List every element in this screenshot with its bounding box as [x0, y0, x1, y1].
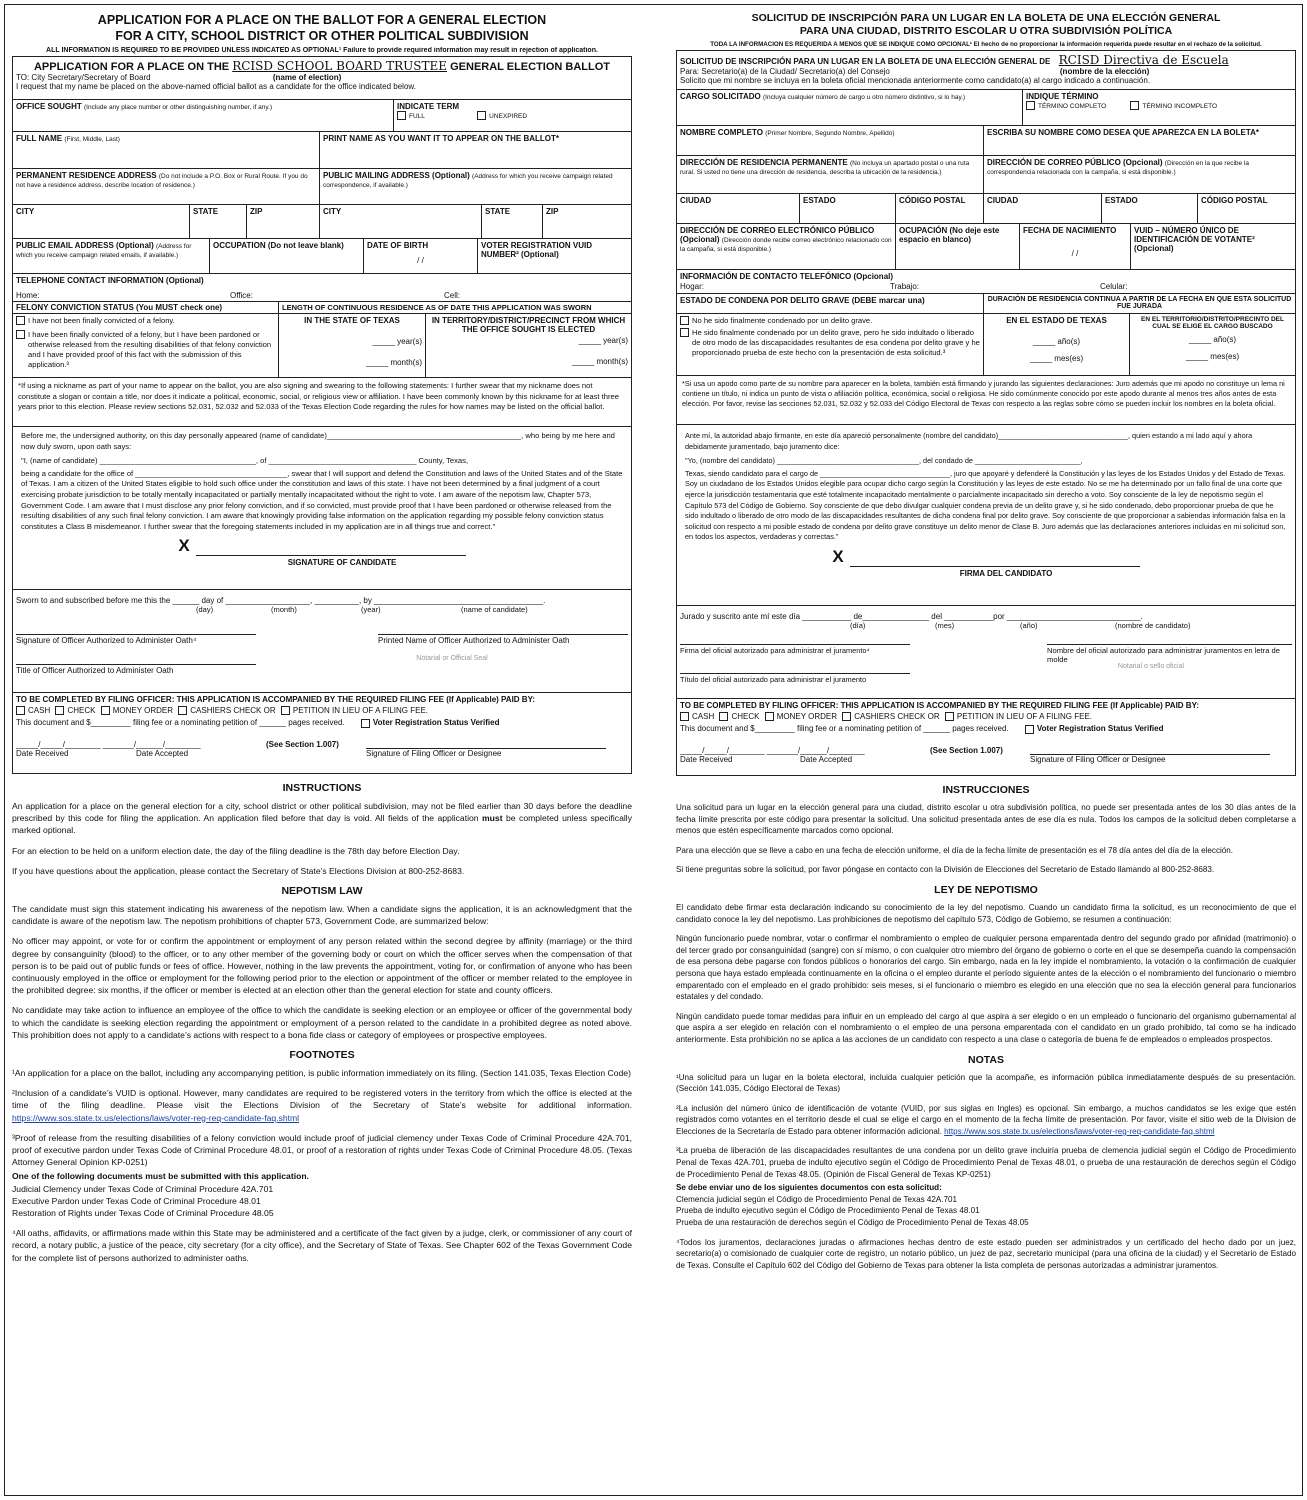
es-notas-heading: NOTAS [968, 1053, 1004, 1066]
en-signature-of-candidate: SIGNATURE OF CANDIDATE [287, 558, 397, 568]
en-dob-slashes: / / [417, 256, 424, 265]
en-footnote-2-text: ²Inclusion of a candidate’s VUID is optional. However, many candidates are required to be registered voters in the territory from which the office is elected at the time of the filing deadline. Please visit the Elections Division of the Secretary of State’s website for additional information. [12, 1088, 632, 1111]
en-pay-cash: CASH [28, 706, 51, 715]
es-nota-4: ⁴Todos los juramentos, declaraciones juradas o afirmaciones hechas dentro de este estado pueden ser administrados y un certificado del hecho dado por un juez, secretario(a) o comisionado de cualquier corte de registro, un notario público, un juez de paz, secretario municipal (para una oficina de la ciudad) y el Secretario de Estado de Texas. Consulte el Capítulo 602 del Código del Gobierno de Texas para obtener la lista completa de personas autorizadas a administrar juramentos. [676, 1237, 1296, 1270]
en-ins-1b: must [482, 813, 503, 824]
en-dob-field[interactable] [363, 239, 477, 273]
es-estado-field[interactable]: ESTADO [799, 194, 895, 223]
en-footnote-2 [12, 1087, 632, 1124]
es-escriba-field[interactable]: ESCRIBA SU NOMBRE COMO DESEA QUE APAREZCA EN LA BOLETA* [983, 126, 1295, 155]
en-occupation-field[interactable]: OCCUPATION (Do not leave blank) [209, 239, 363, 273]
es-voter-verified: Voter Registration Status Verified [1036, 724, 1164, 734]
en-dates-line[interactable]: _____/_____/________ _______/______/________ [16, 739, 201, 749]
en-sworn-line[interactable]: Sworn to and subscribed before me this the ______ day of ___________________, __________, by ______________________________________. [16, 596, 546, 605]
en-print-name-label: PRINT NAME AS YOU WANT IT TO APPEAR ON THE BALLOT* [323, 134, 560, 143]
es-phone-celular[interactable]: Celular: [1100, 282, 1128, 291]
es-instrucciones-heading: INSTRUCCIONES [942, 784, 1030, 796]
es-en-territorio-label: EN EL TERRITORIO/DISTRITO/PRECINTO DEL CUAL SE ELIGE EL CARGO BUSCADO [1141, 316, 1284, 330]
en-mailing-field[interactable] [319, 169, 631, 204]
en-footnote-3-bold: One of the following documents must be submitted with this application. [12, 1171, 309, 1182]
en-unexpired-label: UNEXPIRED [489, 113, 528, 120]
es-correo-cp-field[interactable]: CÓDIGO POSTAL [1197, 194, 1295, 223]
en-in-territory-label: IN TERRITORY/DISTRICT/PRECINCT FROM WHICH THE OFFICE SOUGHT IS ELECTED [431, 316, 626, 334]
en-notarial-seal: Notarial or Official Seal [416, 655, 488, 662]
en-email-field[interactable] [13, 239, 209, 273]
en-mail-city-field[interactable]: CITY [319, 205, 481, 238]
es-territorio-meses[interactable]: _____ mes(es) [1185, 352, 1240, 361]
en-application-form [12, 56, 632, 774]
en-felony-2-text: I have been finally convicted of a felony, but I have been pardoned or otherwise released from the resulting disabilities of that felony conviction and I have provided proof of this fact with the submission of this application.³ [28, 330, 272, 369]
es-nota-3-bold: Se debe enviar uno de los siguientes documentos con esta solicitud: [676, 1183, 942, 1193]
en-oath-1: Before me, the undersigned authority, on this day personally appeared (name of candidate)______________________________________________, who being by me here and now duly sworn, upon oath says: [21, 431, 615, 451]
es-correo-note: (Dirección en la que recibe la correspondencia relacionada con la campaña, si está disponible.) [987, 160, 1249, 176]
es-nacimiento-field[interactable] [1019, 224, 1130, 269]
en-mail-zip-field[interactable]: ZIP [542, 205, 631, 238]
en-phone-label: TELEPHONE CONTACT INFORMATION (Optional) [16, 276, 204, 285]
en-pay-cashiers-checkbox[interactable] [178, 706, 187, 715]
es-residencia-label: DIRECCIÓN DE RESIDENCIA PERMANENTE [680, 158, 848, 167]
es-nota-2 [676, 1103, 1296, 1138]
es-nota-3-item-3: Prueba de una restauración de derechos según el Código de Procedimiento Penal de Texas 48.05 [676, 1218, 1029, 1228]
es-cargo-label: CARGO SOLICITADO [680, 92, 761, 101]
es-firma-oficial[interactable]: Firma del oficial autorizado para administrar el juramento⁴ [680, 644, 910, 664]
es-x-mark: X [832, 546, 844, 566]
en-unexpired-checkbox[interactable] [477, 111, 486, 120]
en-full-name-note: (First, Middle, Last) [64, 136, 120, 143]
en-officer-printed-name[interactable]: Printed Name of Officer Authorized to Administer Oath [378, 634, 628, 645]
en-print-name-field[interactable] [319, 132, 631, 168]
es-nepotismo-heading: LEY DE NEPOTISMO [934, 883, 1038, 896]
es-cp-field[interactable]: CÓDIGO POSTAL [895, 194, 983, 223]
en-footnote-3: ³Proof of release from the resulting disabilities of a felony conviction would include proof of judicial clemency under Texas Code of Criminal Procedure 42A.701, proof of executive pardon under Texas Code of Criminal Procedure 48.01, or proof of a restoration of rights under Texas Code of Criminal Procedure 48.05. (Texas Attorney General Opinion KP-0251) [12, 1132, 632, 1168]
en-required-note: ALL INFORMATION IS REQUIRED TO BE PROVIDED UNLESS INDICATED AS OPTIONAL¹ Failure to provide required information may result in rejection of application. [46, 47, 598, 54]
en-felony-1-text: I have not been finally convicted of a felony. [28, 316, 175, 325]
en-sworn-name-label: (name of candidate) [461, 605, 528, 614]
es-document-line[interactable]: This document and $_________ filing fee or a nominating petition of ______ pages received. [680, 724, 1009, 734]
en-indicate-term-label: INDICATE TERM [397, 102, 460, 111]
es-pay-cash-checkbox[interactable] [680, 712, 689, 721]
es-correo-estado-field[interactable]: ESTADO [1101, 194, 1197, 223]
en-ins-1c: be completed unless specifically marked optional. [12, 813, 632, 836]
en-instructions-heading: INSTRUCTIONS [282, 782, 362, 794]
es-instrucciones-1: Una solicitud para un lugar en la elección general para una ciudad, distrito escolar u otra subdivisión política, no puede ser presentada antes de los 30 días antes de la fecha límite prescrita por este código para presentar la solicitud. Una solicitud presentada antes de ese día es nula. Todos los campos de la solicitud deben completarse a menos que estén específicamente marcados como opcional. [676, 803, 1296, 836]
es-instrucciones-3: Si tiene preguntas sobre la solicitud, por favor póngase en contacto con la División de Elecciones del Secretario de Estado llamando al 800-252-8683. [676, 865, 1215, 875]
es-voter-verified-checkbox[interactable] [1025, 725, 1034, 734]
es-completo-label: TÉRMINO COMPLETO [1038, 103, 1107, 110]
en-full-name-field[interactable] [13, 132, 319, 168]
es-election-name-field[interactable]: RCISD Directiva de Escuela [1058, 53, 1229, 67]
en-phone-cell[interactable]: Cell: [444, 291, 461, 300]
en-form-heading-pre: APPLICATION FOR A PLACE ON THE [33, 61, 230, 73]
en-date-received: Date Received [16, 748, 69, 758]
es-title-2: PARA UNA CIUDAD, DISTRITO ESCOLAR U OTRA SUBDIVISIÓN POLÍTICA [799, 25, 1173, 37]
en-title-1: APPLICATION FOR A PLACE ON THE BALLOT FOR A GENERAL ELECTION [97, 13, 547, 27]
es-estado-anos[interactable]: _____ año(s) [1032, 337, 1081, 346]
en-pay-check-checkbox[interactable] [55, 706, 64, 715]
en-officer-signature[interactable]: Signature of Officer Authorized to Administer Oath⁴ [16, 634, 256, 645]
en-pay-cashiers: CASHIERS CHECK OR [190, 706, 276, 715]
es-nombre-field[interactable] [677, 126, 983, 155]
es-nombre-note: (Primer Nombre, Segundo Nombre, Apellido) [765, 130, 895, 137]
en-instructions-3: If you have questions about the application, please contact the Secretary of State’s Elections Division at 800-252-8683. [12, 865, 465, 876]
en-request-line: I request that my name be placed on the above-named official ballot as a candidate for the office indicated below. [16, 82, 416, 91]
en-name-of-election: (name of election) [272, 73, 342, 82]
en-footnote-4: ⁴All oaths, affidavits, or affirmations made within this State may be administered and a certificate of the fact given by a judge, clerk, or commissioner of any court of record, a notary public, a justice of the peace, city secretary (for a city office), and the Secretary of State of Texas. See Chapter 602 of the Texas Government Code for the complete list of persons authorized to administer oaths. [12, 1228, 632, 1263]
en-mail-state-field[interactable]: STATE [481, 205, 542, 238]
es-condena-2-checkbox[interactable] [680, 328, 689, 337]
es-nepotismo-2: Ningún funcionario puede nombrar, votar o confirmar el nombramiento o empleo de cualquier persona emparentada dentro del segundo grado por afinidad (matrimonio) o del tercer grado por consanguinidad (sangre) con sí mismo, o con cualquier otro miembro del órgano de gobierno o corte en el que se desempeña cuando la compensación de esa persona debe pagarse con fondos públicos o honorarios del cargo. Sin embargo, nada en la ley impide el nombramiento, la votación o la confirmación de cualquier persona que haya estado empleada continuamente en la oficina o el empleo durante el período siguiente antes de la elección o el nombramiento del funcionario o miembro emparentado con el empleado en el grado prohibido: seis meses, si el funcionario o miembro es elegido en una elección que no sea la elección general para funcionarios estatales y del condado. [676, 934, 1296, 1002]
es-nota-3-item-2: Prueba de indulto ejecutivo según el Código de Procedimiento Penal de Texas 48.01 [676, 1206, 980, 1216]
en-officer-title[interactable]: Title of Officer Authorized to Administer Oath [16, 664, 256, 675]
en-title-2: FOR A CITY, SCHOOL DISTRICT OR OTHER POLITICAL SUBDIVISION [115, 29, 529, 43]
en-sworn-day-label: (day) [196, 605, 214, 614]
es-indique-label: INDIQUE TÉRMINO [1026, 92, 1099, 101]
en-email-label: PUBLIC EMAIL ADDRESS (Optional) [16, 241, 154, 250]
es-see-section: (See Section 1.007) [930, 745, 1003, 755]
en-residence-label: PERMANENT RESIDENCE ADDRESS [16, 171, 157, 180]
en-ins-1a: An application for a place on the general election for a city, school district or other political subdivision, may not be filed earlier than 30 days before the deadline prescribed by this code for filing the application. An application filed before that day is void. All fields of the application [12, 801, 632, 824]
en-sworn-month-label: (month) [271, 605, 297, 614]
es-pay-cash: CASH [692, 712, 715, 721]
es-firma-candidato: FIRMA DEL CANDIDATO [959, 568, 1053, 578]
en-phone-office[interactable]: Office: [230, 291, 253, 300]
en-full-checkbox[interactable] [397, 111, 406, 120]
es-condena-label: ESTADO DE CONDENA POR DELITO GRAVE (DEBE marcar una) [680, 296, 925, 305]
en-dob-label: DATE OF BIRTH [367, 241, 429, 250]
es-signature-filing-officer: Signature of Filing Officer or Designee [1030, 754, 1166, 764]
es-firma-line[interactable] [850, 553, 1140, 567]
en-nickname-statement: *If using a nickname as part of your name to appear on the ballot, you are also signing and swearing to the following statements: I further swear that my nickname does not constitute a slogan or contain a title, nor does it indicate a political, economic, social, or religious view or affiliation. I have been commonly known by this nickname for at least three years prior to this election. Please review sections 52.031, 52.032 and 52.033 of the Texas Election Code regarding the rules for how names may be listed on the official ballot. [18, 381, 619, 412]
en-pay-check: CHECK [67, 706, 96, 715]
es-completo-checkbox[interactable] [1026, 101, 1035, 110]
es-condena-1-text: No he sido finalmente condenado por un delito grave. [692, 316, 873, 325]
es-pay-petition: PETITION IN LIEU OF A FILING FEE. [956, 712, 1092, 721]
es-nacimiento-slashes: / / [1071, 249, 1079, 258]
en-state-months[interactable]: _____ month(s) [365, 358, 422, 367]
es-pay-cashiers: CASHIERS CHECK OR [854, 712, 940, 721]
en-pay-cash-checkbox[interactable] [16, 706, 25, 715]
en-mailing-note: (Address for which you receive campaign related correspondence, if available.) [323, 173, 613, 189]
en-felony-label: FELONY CONVICTION STATUS (You MUST check one) [16, 303, 223, 312]
es-condena-1-checkbox[interactable] [680, 316, 689, 325]
es-dates-line[interactable]: _____/_____/________ _______/______/________ [680, 745, 865, 755]
en-felony-2-checkbox[interactable] [16, 330, 25, 339]
es-email-field[interactable] [677, 224, 895, 269]
en-state-field[interactable]: STATE [189, 205, 246, 238]
es-form-heading: SOLICITUD DE INSCRIPCIÓN PARA UN LUGAR EN LA BOLETA DE UNA ELECCIÓN GENERAL DE [680, 57, 1051, 66]
es-date-received: Date Received [680, 754, 733, 764]
es-incompleto-label: TÉRMINO INCOMPLETO [1142, 103, 1218, 110]
es-nombre-oficial[interactable]: Nombre del oficial autorizado para administrar juramentos en letra de molde [1047, 644, 1292, 664]
en-phone-home[interactable]: Home: [16, 291, 40, 300]
en-nepotism-2: No officer may appoint, or vote for or confirm the appointment or employment of any person related within the second degree by affinity (marriage) or the third degree by consanguinity (blood) to the officer, or to any other member of the governing body or court on which the officer serves when the compensation of that person is to be paid out of public funds or fees of office. However, nothing in the law prevents the appointment, voting for, or confirmation of anyone who has been continuously employed in the office or employment for the following period prior to the election or appointment of the officer or member related to the employee in the prohibited degree: six months, if the officer or member is elected at an election other than the general election for state and county officers. [12, 936, 632, 996]
es-incompleto-checkbox[interactable] [1130, 101, 1139, 110]
en-city-field[interactable]: CITY [16, 207, 35, 216]
en-residence-note: (Do not include a P.O. Box or Rural Route. If you do not have a residence address, describe location of residence.) [16, 173, 308, 189]
en-footnote-1: ¹An application for a place on the ballot, including any accompanying petition, is public information immediately on its filing. (Section 141.035, Texas Election Code) [12, 1068, 631, 1079]
es-filing-heading: TO BE COMPLETED BY FILING OFFICER: THIS APPLICATION IS ACCOMPANIED BY THE REQUIRED FILING FEE (If Applicable) PAID BY: [680, 701, 1199, 710]
es-nacimiento-label: FECHA DE NACIMIENTO [1023, 226, 1117, 235]
en-territory-years[interactable]: _____ year(s) [578, 336, 628, 345]
es-correo-ciudad-field[interactable]: CIUDAD [983, 194, 1101, 223]
en-zip-field[interactable]: ZIP [246, 205, 319, 238]
es-date-accepted: Date Accepted [800, 754, 853, 764]
en-email-note: (Address for which you receive campaign related emails, if available.) [16, 243, 192, 259]
en-see-section: (See Section 1.007) [266, 739, 339, 749]
en-nepotism-3: No candidate may take action to influence an employee of the office to which the candidate is seeking election or an employee or officer of the governmental body to which the candidate is seeking election regarding the appointment or employment of a person related to the candidate in a prohibited degree as noted above. This prohibition does not apply to a candidate’s actions with respect to a bona fide class or category of employees or prospective employees. [12, 1005, 632, 1040]
es-estado-meses[interactable]: _____ mes(es) [1029, 354, 1084, 363]
es-duracion-label: DURACIÓN DE RESIDENCIA CONTINUA A PARTIR DE LA FECHA EN QUE ESTA SOLICITUD FUE JURADA [983, 294, 1295, 313]
es-vuid-field[interactable]: VUID – NÚMERO ÚNICO DE IDENTIFICACIÓN DE VOTANTE² (Opcional) [1130, 224, 1295, 269]
es-territorio-anos[interactable]: _____ año(s) [1188, 335, 1237, 344]
en-x-mark: X [178, 536, 190, 556]
en-pay-petition-checkbox[interactable] [281, 706, 290, 715]
en-faq-link[interactable]: https://www.sos.state.tx.us/elections/laws/voter-reg-req-candidate-faq.shtml [12, 1112, 300, 1123]
en-pay-money-order: MONEY ORDER [112, 706, 174, 715]
es-instrucciones-2: Para una elección que se lleve a cabo en una fecha de elección uniforme, el día de la fecha límite de presentación es el 78 día antes del día de la elección. [676, 845, 1234, 855]
en-instructions-2: For an election to be held on a uniform election date, the day of the filing deadline is the 78th day before Election Day. [12, 845, 460, 856]
es-residencia-note: (No incluya un apartado postal o una ruta rural. Si usted no tiene una dirección de residencia, describa la ubicación de la residencia.) [680, 160, 970, 176]
es-pay-petition-checkbox[interactable] [945, 712, 954, 721]
en-sworn-year-label: (year) [361, 605, 381, 614]
spanish-column [676, 12, 1296, 1279]
es-pay-cashiers-checkbox[interactable] [842, 712, 851, 721]
es-jur-3: Texas, siendo candidato para el cargo de ________________________________, juro que apoyaré y defenderé la Constitución y las leyes de los Estados Unidos y del Estado de Texas. Soy un ciudadano de los Estados Unidos elegible para ocupar dicho cargo según la Constitución y las leyes de este estado. No se me ha determinado por un fallo final de una corte que ejerce la jurisdicción testamentaria que esté totalmente incapacitado mentalmente o parcialmente incapacitado sin derecho a voto. Soy consciente de la ley de nepotismo según el Capítulo 573 del Código de Gobierno. Soy consciente de que debo divulgar cualquier condena previa de un delito grave y, si he sido condenado, debo proporcionar prueba de que he sido indultado o liberado de otro modo de las discapacidades resultantes de dicha condena final por delito grave. Soy consciente de que proporcionar a sabiendas información falsa en la solicitud con respecto a mi posible estado de condena por delito grave constituye un delito menor de Clase B. Juro además que las declaraciones anteriores incluidas en mi solicitud son, en todos los aspectos, verdaderas y correctas." [685, 468, 1286, 542]
en-pay-petition: PETITION IN LIEU OF A FILING FEE. [292, 706, 428, 715]
es-jur-1: Ante mí, la autoridad abajo firmante, en este día apareció personalmente (nombre del candidato)________________________________, quien estando a mi lado aquí y ahora debidamente juramentado, bajo juramento dice: [685, 431, 1253, 451]
es-email-note: (Dirección donde recibe correo electrónico relacionado con la campaña, si está disponible.) [680, 237, 892, 253]
en-footnotes-heading: FOOTNOTES [289, 1049, 355, 1062]
en-full-name-label: FULL NAME [16, 134, 63, 143]
es-jurado-dia-label: (día) [850, 621, 866, 630]
es-ocupacion-field[interactable]: OCUPACIÓN (No deje este espacio en blanco) [895, 224, 1019, 269]
es-jurado-ano-label: (año) [1020, 621, 1038, 630]
en-candidate-signature-line[interactable] [196, 542, 466, 556]
es-nota-3-item-1: Clemencia judicial según el Código de Procedimiento Penal de Texas 42A.701 [676, 1194, 958, 1204]
english-column [12, 12, 632, 1272]
es-filing-officer-line[interactable] [1030, 746, 1270, 755]
en-nepotism-heading: NEPOTISM LAW [281, 885, 363, 898]
en-mailing-label: PUBLIC MAILING ADDRESS (Optional) [323, 171, 470, 180]
en-residence-field[interactable] [13, 169, 319, 204]
es-nepotismo-3: Ningún candidato puede tomar medidas para influir en un empleado del cargo al que aspira a ser elegido o en un empleado o funcionario del organismo gubernamental al que aspira a ser elegido en relación con el nombramiento o el empleo de una persona emparentada con el candidato en un grado prohibido, tal como se ha indicado anteriormente. Esta prohibición no se aplica a las acciones de un candidato con respecto a una clase o categoría de buena fe de empleados o empleados prospectos. [676, 1011, 1296, 1044]
en-filing-officer-line[interactable] [366, 740, 606, 749]
es-cargo-note: (Incluya cualquier número de cargo u otro número distintivo, si lo hay.) [762, 94, 966, 101]
en-form-heading-post: GENERAL ELECTION BALLOT [450, 61, 611, 73]
es-required-note: TODA LA INFORMACIÓN ES REQUERIDA A MENOS QUE SE INDIQUE COMO OPCIONAL¹ El hecho de no proporcionar la información requerida puede resultar en el rechazo de la solicitud. [710, 41, 1262, 48]
es-en-estado-label: EN EL ESTADO DE TEXAS [1006, 316, 1107, 325]
es-faq-link[interactable]: https://www.sos.state.tx.us/elections/laws/voter-reg-req-candidate-faq.shtml [944, 1126, 1215, 1136]
en-full-label: FULL [409, 113, 425, 120]
es-jur-2: "Yo, (nombre del candidato) ___________________________________, del condado de __________________________, [685, 456, 1083, 466]
en-oath-2: "I, (name of candidate) _____________________________________, of ___________________________________ County, Texas, [21, 456, 469, 466]
es-apodo-statement: *Si usa un apodo como parte de su nombre para aparecer en la boleta, también está firmando y jurando las siguientes declaraciones: Juro además que mi apodo no constituye un lema ni contiene un título, ni indica un punto de vista o afiliación política, económica, social o religiosa. He sido comúnmente conocido por este apodo durante al menos tres años antes de esta elección. Por favor, revise las secciones 52.031, 52.032 y 52.033 del Código Electoral de Texas con respecto a las reglas sobre cómo se pueden incluir los nombres en la boleta oficial. [682, 379, 1285, 409]
en-in-state-label: IN THE STATE OF TEXAS [304, 316, 400, 325]
en-document-line[interactable]: This document and $_________ filing fee or a nominating petition of ______ pages received. [16, 718, 345, 728]
en-felony-1-checkbox[interactable] [16, 316, 25, 325]
es-nombre-eleccion: (nombre de la elección) [1059, 67, 1150, 76]
es-request-line: Solicito que mi nombre se incluya en la boleta oficial mencionada anteriormente como candidato(a) al cargo indicado a continuación. [680, 76, 1151, 85]
es-pay-money-order-checkbox[interactable] [765, 712, 774, 721]
es-application-form [676, 50, 1296, 776]
en-office-sought-note: (Include any place number or other distinguishing number, if any.) [84, 104, 273, 111]
es-residencia-field[interactable] [677, 156, 983, 193]
es-title-1: SOLICITUD DE INSCRIPCIÓN PARA UN LUGAR EN LA BOLETA DE UNA ELECCIÓN GENERAL [751, 12, 1221, 24]
es-ciudad-field[interactable]: CIUDAD [680, 196, 712, 205]
es-phone-trabajo[interactable]: Trabajo: [890, 282, 920, 291]
es-telefono-label: INFORMACIÓN DE CONTACTO TELEFÓNICO (Opcional) [680, 272, 894, 281]
es-nota-2-text: ²La inclusión del número único de identificación de votante (VUID, por sus siglas en Ingles) es opcional. Sin embargo, a muchos candidatos se les exige que estén registrados como votantes en el territorio desde el cual se elige el cargo en el momento de la fecha límite de presentación. Por favor, visite el sitio web de la Division de Elecciones de la Secretaría de Estado para obtener información adicional. [676, 1103, 1296, 1136]
es-para-line: Para: Secretario(a) de la Ciudad/ Secretario(a) del Consejo [680, 67, 890, 76]
es-jurado-mes-label: (mes) [935, 621, 955, 630]
es-correo-field[interactable] [983, 156, 1295, 193]
en-footnote-3-item-3: Restoration of Rights under Texas Code of Criminal Procedure 48.05 [12, 1208, 274, 1219]
es-pay-check-checkbox[interactable] [719, 712, 728, 721]
en-election-name-field[interactable]: RCISD SCHOOL BOARD TRUSTEE [232, 59, 448, 73]
en-to-line: TO: City Secretary/Secretary of Board [16, 73, 151, 82]
en-signature-filing-officer: Signature of Filing Officer or Designee [366, 748, 502, 758]
es-phone-hogar[interactable]: Hogar: [680, 282, 705, 291]
en-instructions-1 [12, 800, 632, 837]
en-voter-verified: Voter Registration Status Verified [372, 718, 500, 728]
es-correo-label: DIRECCIÓN DE CORREO PÚBLICO (Opcional) [987, 158, 1163, 167]
es-sello: Notarial o sello oficial [1117, 663, 1185, 670]
en-state-years[interactable]: _____ year(s) [372, 337, 422, 346]
en-territory-months[interactable]: _____ month(s) [571, 357, 628, 366]
en-oath-3: being a candidate for the office of ____________________________________, swear that I will support and defend the Constitution and laws of the United States and of the State of Texas. I am a citizen of the United States eligible to hold such office under the constitution and laws of this state. I have not been determined by a final judgment of a court exercising probate jurisdiction to be totally mentally incapacitated or partially mentally incapacitated without the right to vote. I am aware of the nepotism law, Chapter 573, Government Code. I am aware that I must disclose any prior felony conviction, and if so convicted, must provide proof that I have been pardoned or otherwise released from the resulting disabilities of any such final felony conviction. I am aware that knowingly providing false information on the application regarding my possible felony conviction status constitutes a Class B misdemeanor. I further swear that the foregoing statements included in my application are in all things true and correct." [21, 468, 623, 531]
en-nepotism-1: The candidate must sign this statement indicating his awareness of the nepotism law. When a candidate signs the application, it is an acknowledgment that the candidate is aware of the nepotism law. The nepotism prohibitions of chapter 573, Government Code, are summarized below: [12, 904, 632, 927]
en-voter-verified-checkbox[interactable] [361, 719, 370, 728]
en-length-label: LENGTH OF CONTINUOUS RESIDENCE AS OF DATE THIS APPLICATION WAS SWORN [278, 302, 631, 313]
en-pay-money-order-checkbox[interactable] [101, 706, 110, 715]
es-nota-3: ³La prueba de liberación de las discapacidades resultantes de una condena por un delito grave incluiría prueba de clemencia judicial según el Código de Procedimiento Penal de Texas 42A.701, prueba de indulto ejecutivo según el Código de Procedimiento Penal de Texas 48.01, o prueba de una restauración de derechos según el Código de Procedimiento Penal de Texas 48.05. (Opinión de Fiscal General de Texas KP-0251) [676, 1146, 1296, 1179]
en-footnote-3-item-1: Judicial Clemency under Texas Code of Criminal Procedure 42A.701 [12, 1183, 274, 1194]
es-pay-money-order: MONEY ORDER [776, 712, 838, 721]
es-nota-1: ¹Una solicitud para un lugar en la boleta electoral, incluida cualquier petición que la acompañe, es información pública inmediatamente después de su presentación. (Sección 141.035, Código Electoral de Texas) [676, 1072, 1296, 1094]
es-condena-2-text: He sido finalmente condenado por un delito grave, pero he sido indultado o liberado de otro modo de las discapacidades resultantes de esa condena por delito grave y he proporcionado prueba de este hecho con la presentación de esta solicitud.³ [692, 328, 980, 357]
es-nepotismo-1: El candidato debe firmar esta declaración indicando su conocimiento de la ley del nepotismo. Cuando un candidato firma la solicitud, es un reconocimiento de que el candidato conoce la ley del nepotismo. Las prohibiciones de nepotismo del capítulo 573, Código de Gobierno, se resumen a continuación: [676, 902, 1296, 924]
es-jurado-line[interactable]: Jurado y suscrito ante mí este día ___________ de_______________ del ___________por ______________________________. [680, 612, 1143, 621]
en-footnote-3-item-2: Executive Pardon under Texas Code of Criminal Procedure 48.01 [12, 1195, 261, 1206]
es-email-label: DIRECCIÓN DE CORREO ELECTRÓNICO PÚBLICO (Opcional) [680, 226, 875, 244]
es-nombre-label: NOMBRE COMPLETO [680, 128, 763, 137]
es-jurado-nombre-label: (nombre de candidato) [1115, 621, 1191, 630]
en-filing-heading: TO BE COMPLETED BY FILING OFFICER: THIS APPLICATION IS ACCOMPANIED BY THE REQUIRED FILING FEE (If Applicable) PAID BY: [16, 695, 535, 704]
es-pay-check: CHECK [731, 712, 760, 721]
en-office-sought-label: OFFICE SOUGHT [16, 102, 82, 111]
en-date-accepted: Date Accepted [136, 748, 189, 758]
es-titulo-oficial[interactable]: Título del oficial autorizado para administrar el juramento [680, 673, 910, 684]
en-vuid-field[interactable]: VOTER REGISTRATION VUID NUMBER² (Optional) [477, 239, 631, 273]
